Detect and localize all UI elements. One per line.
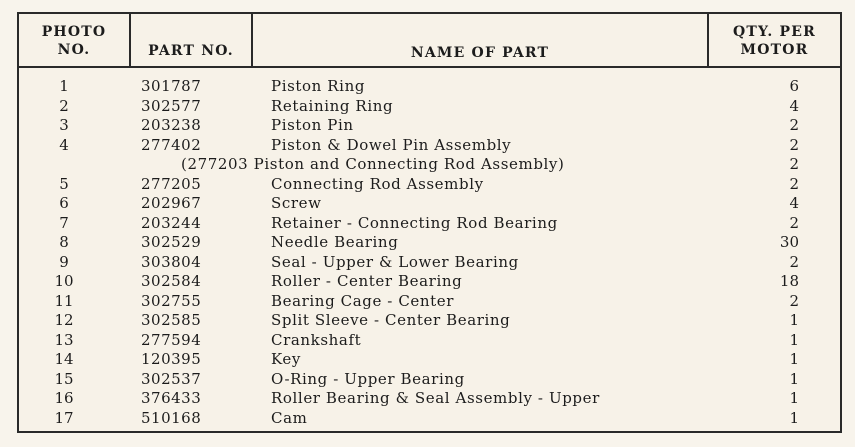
qty-cell: 2 <box>789 213 799 232</box>
photo-no-cell: 10 <box>54 272 74 290</box>
part-name-cell: Roller - Center Bearing <box>271 272 463 290</box>
part-no-cell: 277594 <box>141 330 202 349</box>
qty-cell: 2 <box>789 252 799 271</box>
photo-no-cell: 4 <box>59 135 69 154</box>
header-photo-no: PHOTO NO. <box>19 14 131 66</box>
photo-no-cell: 14 <box>54 350 74 368</box>
table-row <box>19 253 840 273</box>
part-name-cell: Retaining Ring <box>271 96 394 115</box>
photo-no-cell: 6 <box>59 194 69 212</box>
photo-no-cell: 1 <box>59 77 69 95</box>
part-name-cell: Roller Bearing & Seal Assembly - Upper <box>271 389 600 407</box>
part-name-cell: O-Ring - Upper Bearing <box>271 369 465 388</box>
header-name-of-part: NAME OF PART <box>251 14 707 66</box>
qty-cell: 2 <box>789 135 799 154</box>
photo-no-cell: 16 <box>54 389 74 407</box>
part-no-cell: 302585 <box>141 311 202 329</box>
photo-no-cell: 12 <box>54 311 74 329</box>
part-no-cell: 277402 <box>141 135 202 154</box>
header-part-no: PART NO. <box>148 43 234 59</box>
qty-cell: 4 <box>789 194 799 212</box>
photo-no-cell: 3 <box>59 116 69 134</box>
part-no-cell: 376433 <box>141 389 202 407</box>
part-no-cell: 203238 <box>141 116 202 134</box>
part-name-cell: Key <box>271 350 301 368</box>
qty-cell: 1 <box>789 369 799 388</box>
photo-no-cell: 15 <box>54 369 74 388</box>
photo-no-cell: 11 <box>54 291 74 310</box>
part-no-cell: 303804 <box>141 252 202 271</box>
photo-no-cell: 17 <box>54 408 74 427</box>
qty-cell: 2 <box>789 291 799 310</box>
qty-cell: 1 <box>789 311 799 329</box>
table-row <box>19 370 840 390</box>
part-name-cell: Bearing Cage - Center <box>271 291 455 310</box>
part-no-cell: 203244 <box>141 213 202 232</box>
part-no-cell: 302755 <box>141 291 202 310</box>
photo-no-cell: 9 <box>59 252 69 271</box>
header-qty-per-motor: QTY. PER MOTOR <box>707 14 840 66</box>
part-no-cell: 302537 <box>141 369 202 388</box>
qty-cell: 6 <box>789 77 799 95</box>
part-name-cell: (277203 Piston and Connecting Rod Assembly) <box>181 155 565 173</box>
part-no-cell: 301787 <box>141 77 202 95</box>
qty-cell: 4 <box>789 96 799 115</box>
part-no-cell: 302529 <box>141 233 202 251</box>
part-name-cell: Piston & Dowel Pin Assembly <box>271 135 512 154</box>
table-row <box>19 97 840 117</box>
table-row <box>19 272 840 292</box>
photo-no-cell: 13 <box>54 330 74 349</box>
photo-no-cell: 8 <box>59 233 69 251</box>
qty-cell: 1 <box>789 389 799 407</box>
table-row <box>19 331 840 351</box>
table-row <box>19 175 840 195</box>
table-body <box>19 77 840 428</box>
part-name-cell: Connecting Rod Assembly <box>271 174 484 193</box>
table-row <box>19 77 840 97</box>
table-row <box>19 136 840 156</box>
part-no-cell: 277205 <box>141 174 202 193</box>
table-row <box>19 233 840 253</box>
part-name-cell: Retainer - Connecting Rod Bearing <box>271 213 558 232</box>
table-row <box>19 311 840 331</box>
table-row <box>19 292 840 312</box>
photo-no-cell: 2 <box>59 96 69 115</box>
part-no-cell: 302577 <box>141 96 202 115</box>
part-name-cell: Split Sleeve - Center Bearing <box>271 311 511 329</box>
table-row <box>19 155 840 175</box>
table-row <box>19 194 840 214</box>
qty-cell: 18 <box>779 272 799 290</box>
qty-cell: 30 <box>779 233 799 251</box>
part-no-cell: 510168 <box>141 408 202 427</box>
qty-cell: 2 <box>789 155 799 173</box>
part-name-cell: Piston Pin <box>271 116 354 134</box>
parts-table <box>17 12 842 433</box>
qty-cell: 1 <box>789 408 799 427</box>
part-name-cell: Crankshaft <box>271 330 362 349</box>
qty-cell: 2 <box>789 174 799 193</box>
table-row <box>19 389 840 409</box>
table-row <box>19 116 840 136</box>
photo-no-cell: 7 <box>59 213 69 232</box>
part-name-cell: Piston Ring <box>271 77 366 95</box>
table-row <box>19 409 840 429</box>
part-name-cell: Cam <box>271 408 308 427</box>
table-row <box>19 214 840 234</box>
qty-cell: 1 <box>789 330 799 349</box>
part-no-cell: 302584 <box>141 272 202 290</box>
table-header <box>19 14 840 68</box>
qty-cell: 2 <box>789 116 799 134</box>
part-name-cell: Needle Bearing <box>271 233 399 251</box>
qty-cell: 1 <box>789 350 799 368</box>
table-row <box>19 350 840 370</box>
photo-no-cell: 5 <box>59 174 69 193</box>
part-name-cell: Seal - Upper & Lower Bearing <box>271 252 519 271</box>
part-name-cell: Screw <box>271 194 322 212</box>
part-no-cell: 202967 <box>141 194 202 212</box>
part-no-cell: 120395 <box>141 350 202 368</box>
